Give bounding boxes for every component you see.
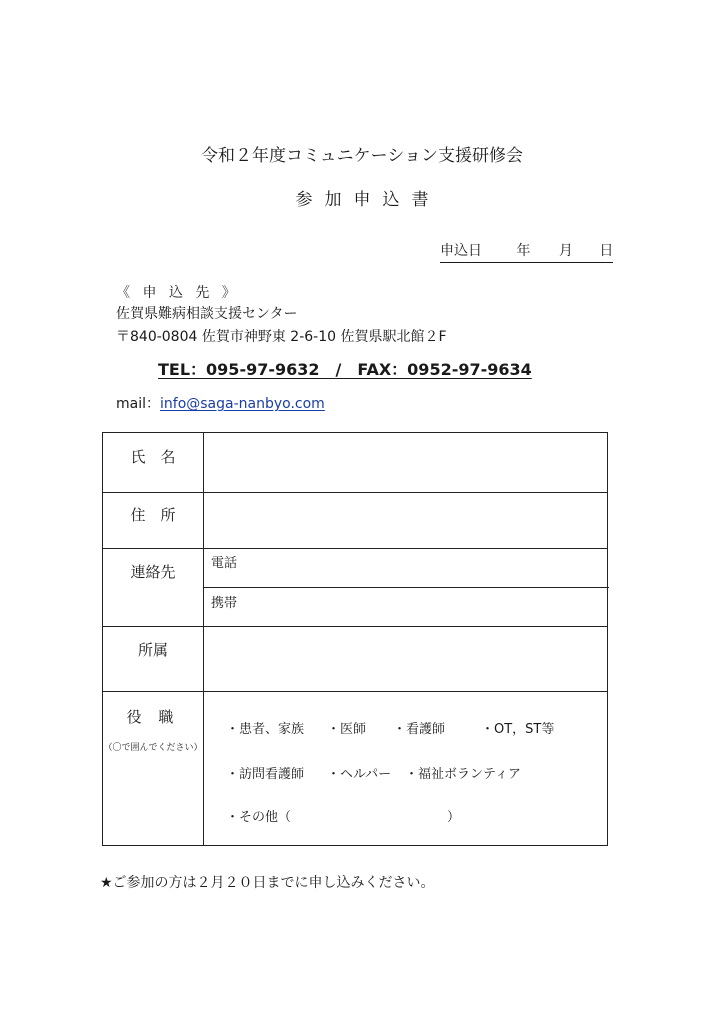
application-date-label: 申込日 — [440, 243, 482, 259]
phone-field[interactable] — [203, 549, 609, 587]
name-label: 氏 名 — [130, 448, 176, 466]
year-label: 年 — [516, 243, 531, 259]
affiliation-label: 所属 — [137, 641, 168, 659]
affiliation-field[interactable] — [203, 627, 609, 691]
role-option-helper[interactable]: ・ヘルパー — [327, 767, 392, 782]
row-divider — [103, 691, 607, 692]
role-note: （〇で囲んでください） — [103, 743, 203, 753]
page-title: 令和２年度コミュニケーション支援研修会 — [201, 146, 523, 166]
address-field[interactable] — [203, 493, 609, 548]
role-option-nurse[interactable]: ・看護師 — [393, 722, 446, 737]
mobile-field[interactable] — [203, 588, 609, 626]
phone-label: 電話 — [211, 556, 238, 571]
mail-label: mail： — [116, 396, 160, 412]
role-option-welfare-volunteer[interactable]: ・福祉ボランティア — [405, 767, 521, 782]
name-field[interactable] — [203, 433, 609, 492]
application-form-table — [102, 432, 608, 846]
contact-label: 連絡先 — [130, 563, 176, 581]
application-date — [440, 240, 613, 263]
role-label: 役 職 — [126, 708, 180, 726]
role-option-ot-st[interactable]: ・OT，ST等 — [481, 722, 555, 737]
day-label: 日 — [599, 243, 614, 259]
role-option-doctor[interactable]: ・医師 — [327, 722, 367, 737]
mail-line — [116, 393, 325, 413]
deadline-note: ★ご参加の方は２月２０日までに申し込みください。 — [100, 875, 435, 891]
form-subtitle: 参加申込書 — [295, 190, 441, 210]
role-option-visiting-nurse[interactable]: ・訪問看護師 — [226, 767, 305, 782]
organization-name: 佐賀県難病相談支援センター — [116, 306, 298, 322]
month-label: 月 — [558, 243, 573, 259]
tel-fax-line: TEL：095-97-9632 / FAX：0952-97-9634 — [158, 360, 532, 379]
mail-address-link[interactable]: info@saga-nanbyo.com — [160, 396, 325, 412]
mobile-label: 携帯 — [211, 596, 238, 611]
role-option-patient-family[interactable]: ・患者、家族 — [226, 722, 305, 737]
address-label: 住 所 — [130, 506, 176, 524]
role-option-other[interactable]: ・その他（ ） — [226, 810, 461, 825]
destination-heading: 《 申 込 先 》 — [116, 285, 240, 301]
organization-address: 〒840-0804 佐賀市神野東 2-6-10 佐賀県駅北館２F — [116, 329, 447, 345]
